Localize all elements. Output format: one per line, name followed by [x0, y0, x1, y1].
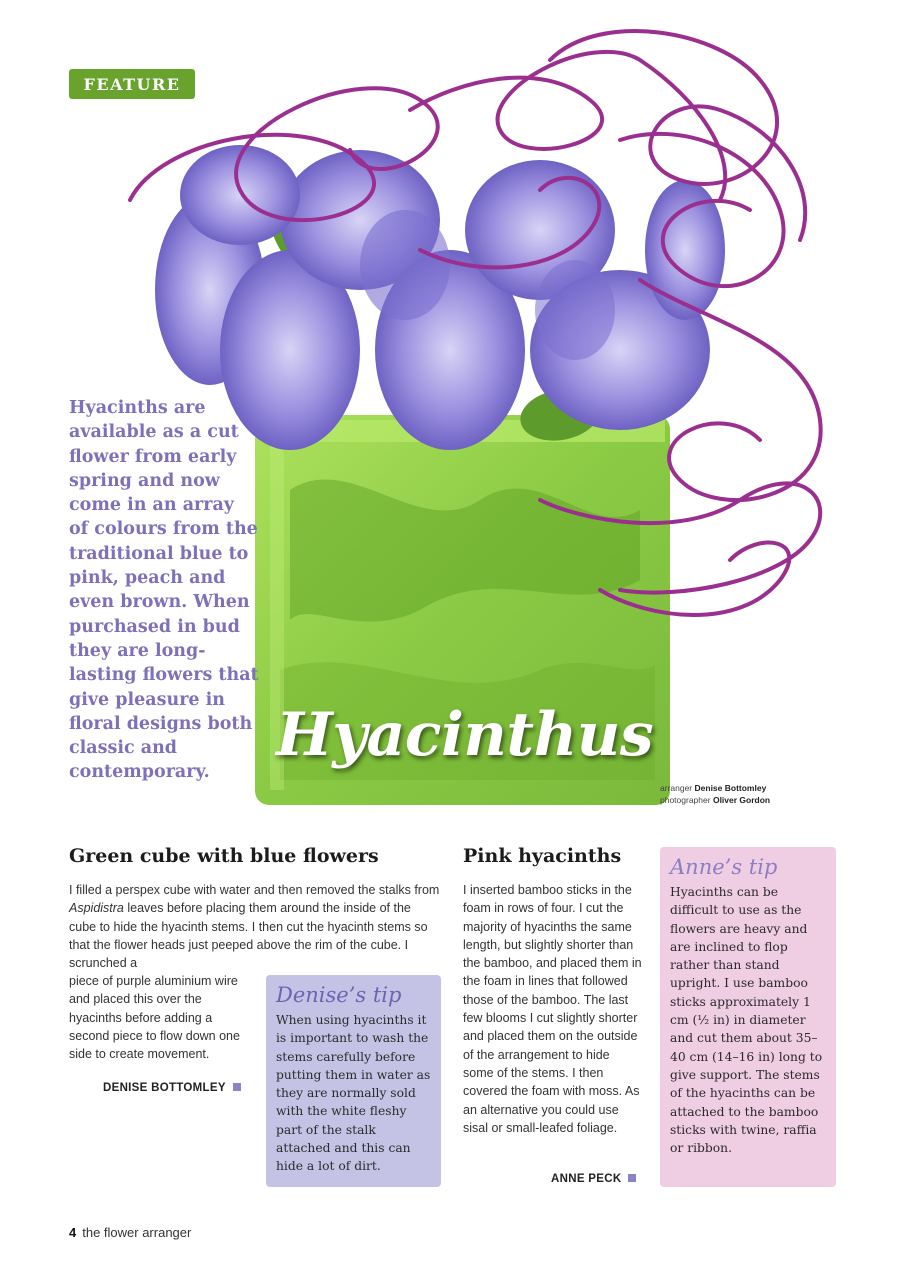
green-section-heading: Green cube with blue flowers [69, 845, 379, 867]
anne-tip-box [660, 847, 836, 1187]
arranger-label: arranger [660, 783, 693, 793]
photographer-credit [660, 794, 770, 806]
arranger-name: Denise Bottomley [694, 783, 767, 793]
anne-signature [551, 1173, 636, 1185]
anne-signature-text: ANNE PECK [551, 1173, 622, 1185]
photographer-label: photographer [660, 795, 711, 805]
feature-label: FEATURE [83, 74, 181, 94]
arranger-credit [660, 782, 770, 794]
pink-section-heading: Pink hyacinths [463, 845, 622, 867]
denise-tip-title: Denise’s tip [276, 983, 402, 1007]
denise-tip-text: When using hyacinths it is important to wash the stems carefully before putting them in water as they are normally sold with the white fleshy part of the stalk attached and this can hide a lot of dirt. [276, 1013, 431, 1174]
end-square-icon [628, 1174, 636, 1182]
denise-signature-text: DENISE BOTTOMLEY [103, 1082, 226, 1094]
publication-name: the flower arranger [82, 1225, 192, 1240]
page-footer [69, 1225, 191, 1240]
anne-tip-text: Hyacinths can be difficult to use as the flowers are heavy and are inclined to flop rather than stand upright. I use bamboo sticks approximately 1 cm (½ in) in diameter and cut them about 35–40 cm (14–16 in) long to give support. The stems of the hyacinths can be attached to the bamboo sticks with twine, raffia or ribbon. [670, 885, 823, 1156]
end-square-icon [233, 1083, 241, 1091]
green-p1-italic: Aspidistra [69, 901, 124, 916]
anne-tip-title: Anne’s tip [670, 855, 778, 879]
article-title: Hyacinthus [276, 700, 654, 770]
pink-section-paragraph: I inserted bamboo sticks in the foam in rows of four. I cut the majority of hyacinths the same length, but slightly shorter than the bamboo, and placed them in the foam in lines that followed those of the bamboo. The last few blooms I cut slightly shorter and placed them on the outside of the arrangement to hide some of the stems. I then covered the foam with moss. As an alternative you could use sisal or small-leafed foliage. [463, 883, 642, 1135]
photographer-name: Oliver Gordon [712, 795, 771, 805]
denise-signature [103, 1082, 241, 1094]
intro-text: Hyacinths are available as a cut flower from early spring and now come in an array of colours from the traditional blue to pink, peach and even brown. When purchased in bud they are long-lasting flowers that give pleasure in floral designs both classic and contemporary. [69, 398, 259, 783]
green-p1-text-a: I filled a perspex cube with water and then removed the stalks from [69, 883, 440, 897]
photo-credits [660, 782, 770, 806]
green-section-paragraph-1 [69, 881, 441, 972]
green-p1-text-b: leaves before placing them around the inside of the cube to hide the hyacinth stems. I then cut the hyacinth stems so that the flower heads just peeped above the rim of the cube. I scrunched a [69, 901, 428, 971]
green-section-paragraph-2: piece of purple aluminium wire and placed this over the hyacinths before adding a second piece to flow down one side to create movement. [69, 974, 240, 1062]
denise-tip-box [266, 975, 441, 1187]
page-number: 4 [69, 1225, 77, 1240]
